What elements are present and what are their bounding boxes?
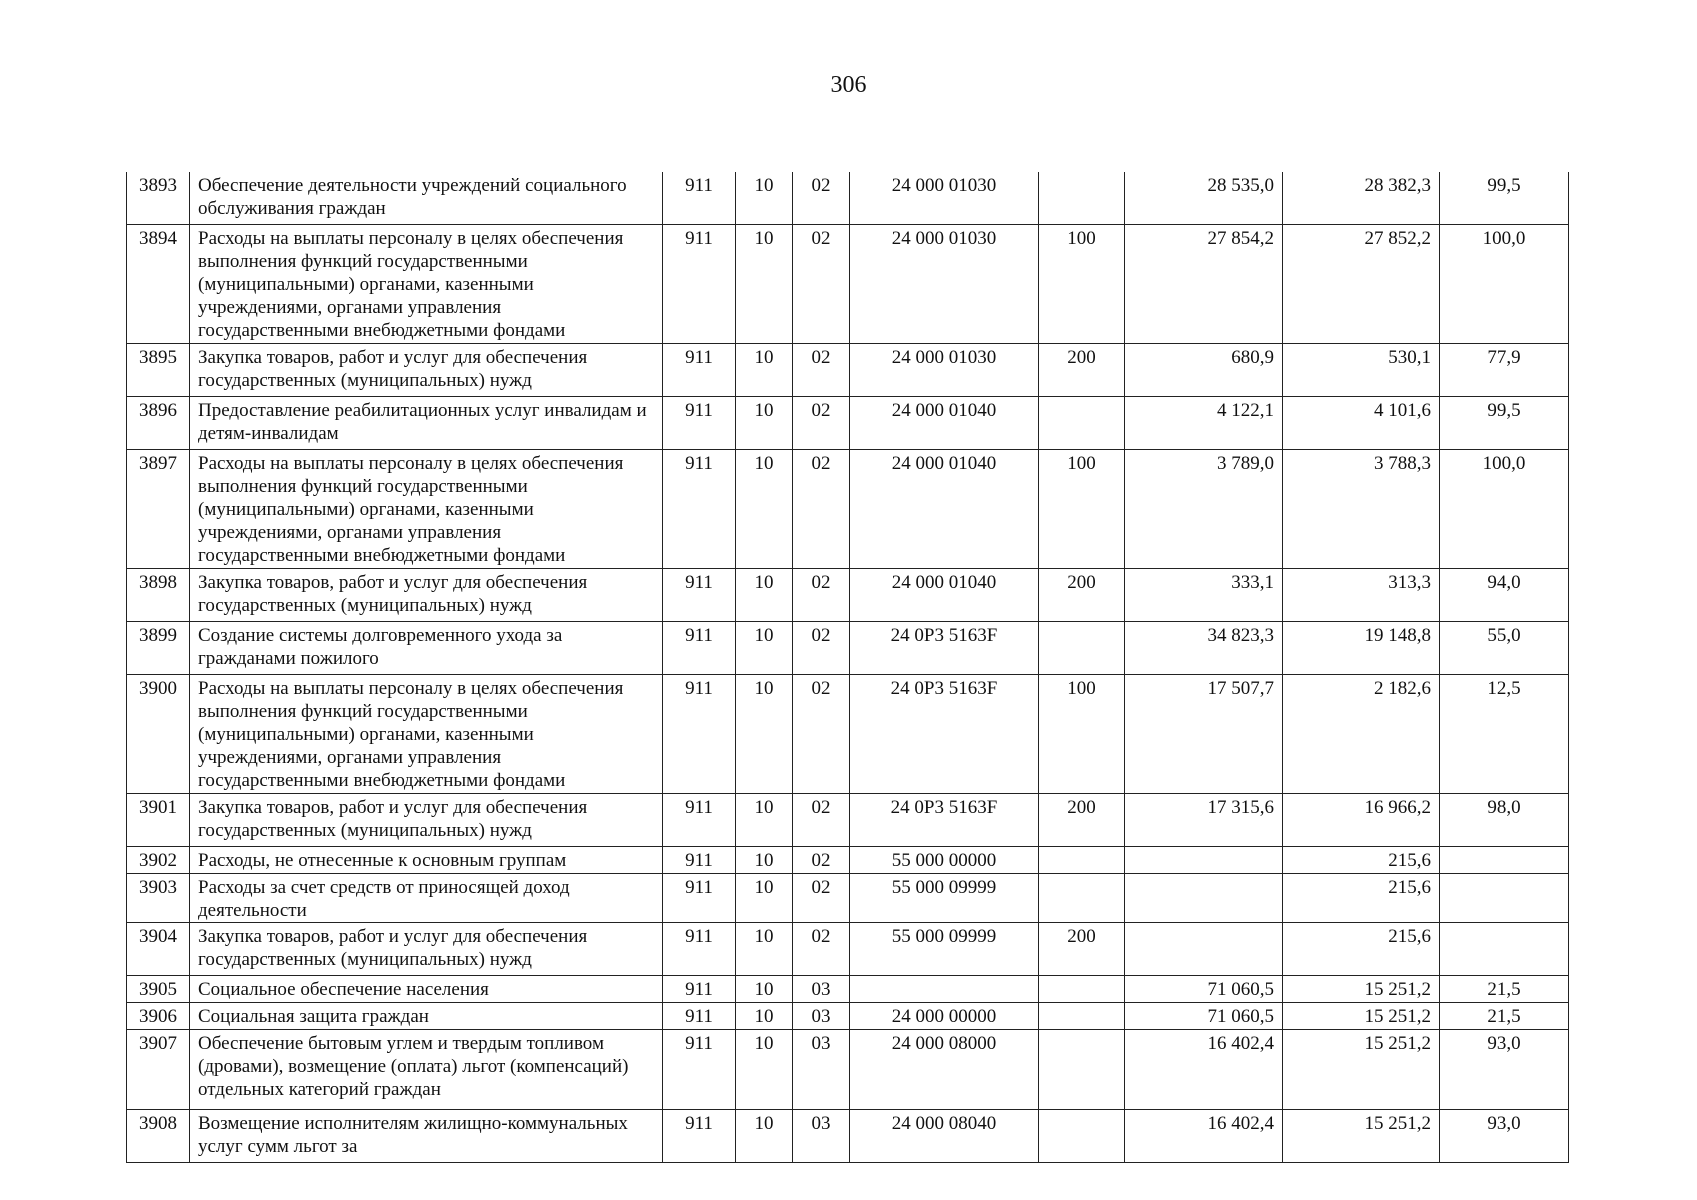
row-name: Расходы, не отнесенные к основным группам <box>190 847 663 874</box>
table-row <box>127 874 1569 923</box>
target-article-code: 24 000 08040 <box>850 1110 1039 1163</box>
row-number: 3905 <box>127 976 190 1003</box>
table-row <box>127 675 1569 794</box>
row-name: Предоставление реабилитационных услуг инвалидам и детям-инвалидам <box>190 397 663 450</box>
row-number: 3895 <box>127 344 190 397</box>
execution-percent: 98,0 <box>1440 794 1569 847</box>
expense-type-code: 100 <box>1039 675 1125 794</box>
section-code: 10 <box>736 225 793 344</box>
table-row <box>127 794 1569 847</box>
ved-code: 911 <box>663 874 736 923</box>
ved-code: 911 <box>663 1003 736 1030</box>
expense-type-code <box>1039 976 1125 1003</box>
subsection-code: 03 <box>793 1110 850 1163</box>
execution-percent: 93,0 <box>1440 1110 1569 1163</box>
actual-amount: 3 788,3 <box>1283 450 1440 569</box>
row-name: Закупка товаров, работ и услуг для обеспечения государственных (муниципальных) нужд <box>190 794 663 847</box>
row-name: Закупка товаров, работ и услуг для обеспечения государственных (муниципальных) нужд <box>190 569 663 622</box>
expense-type-code: 200 <box>1039 794 1125 847</box>
row-number: 3902 <box>127 847 190 874</box>
ved-code: 911 <box>663 225 736 344</box>
expense-type-code <box>1039 1110 1125 1163</box>
subsection-code: 03 <box>793 1003 850 1030</box>
ved-code: 911 <box>663 622 736 675</box>
actual-amount: 15 251,2 <box>1283 1030 1440 1110</box>
table-row <box>127 847 1569 874</box>
expense-type-code <box>1039 172 1125 225</box>
row-name: Расходы на выплаты персоналу в целях обеспечения выполнения функций государственными (муниципальными) органами, казенными учреждениями, органами управления государственными внебюджетными фондами <box>190 450 663 569</box>
row-number: 3898 <box>127 569 190 622</box>
section-code: 10 <box>736 1030 793 1110</box>
expense-type-code <box>1039 847 1125 874</box>
row-number: 3901 <box>127 794 190 847</box>
row-number: 3893 <box>127 172 190 225</box>
target-article-code: 55 000 09999 <box>850 923 1039 976</box>
target-article-code: 24 0P3 5163F <box>850 622 1039 675</box>
planned-amount: 16 402,4 <box>1125 1030 1283 1110</box>
expense-type-code: 100 <box>1039 450 1125 569</box>
ved-code: 911 <box>663 344 736 397</box>
target-article-code: 24 000 01030 <box>850 225 1039 344</box>
target-article-code: 24 000 00000 <box>850 1003 1039 1030</box>
subsection-code: 02 <box>793 794 850 847</box>
row-number: 3907 <box>127 1030 190 1110</box>
expense-type-code: 100 <box>1039 225 1125 344</box>
table-row <box>127 622 1569 675</box>
target-article-code: 55 000 00000 <box>850 847 1039 874</box>
actual-amount: 2 182,6 <box>1283 675 1440 794</box>
section-code: 10 <box>736 675 793 794</box>
planned-amount: 16 402,4 <box>1125 1110 1283 1163</box>
target-article-code <box>850 976 1039 1003</box>
execution-percent: 99,5 <box>1440 172 1569 225</box>
planned-amount <box>1125 923 1283 976</box>
budget-table <box>126 172 1569 1163</box>
section-code: 10 <box>736 569 793 622</box>
row-number: 3897 <box>127 450 190 569</box>
section-code: 10 <box>736 1110 793 1163</box>
table-row <box>127 976 1569 1003</box>
subsection-code: 02 <box>793 225 850 344</box>
section-code: 10 <box>736 397 793 450</box>
row-name: Социальное обеспечение населения <box>190 976 663 1003</box>
planned-amount: 680,9 <box>1125 344 1283 397</box>
row-name: Возмещение исполнителям жилищно-коммунальных услуг сумм льгот за <box>190 1110 663 1163</box>
planned-amount: 3 789,0 <box>1125 450 1283 569</box>
target-article-code: 24 000 01040 <box>850 397 1039 450</box>
subsection-code: 02 <box>793 675 850 794</box>
row-name: Обеспечение деятельности учреждений социального обслуживания граждан <box>190 172 663 225</box>
actual-amount: 215,6 <box>1283 874 1440 923</box>
row-number: 3899 <box>127 622 190 675</box>
subsection-code: 02 <box>793 172 850 225</box>
planned-amount: 71 060,5 <box>1125 1003 1283 1030</box>
planned-amount <box>1125 847 1283 874</box>
table-row <box>127 450 1569 569</box>
expense-type-code: 200 <box>1039 569 1125 622</box>
actual-amount: 15 251,2 <box>1283 976 1440 1003</box>
actual-amount: 15 251,2 <box>1283 1003 1440 1030</box>
execution-percent <box>1440 923 1569 976</box>
expense-type-code: 200 <box>1039 344 1125 397</box>
execution-percent <box>1440 847 1569 874</box>
execution-percent: 12,5 <box>1440 675 1569 794</box>
section-code: 10 <box>736 622 793 675</box>
subsection-code: 02 <box>793 397 850 450</box>
subsection-code: 02 <box>793 923 850 976</box>
row-number: 3903 <box>127 874 190 923</box>
section-code: 10 <box>736 923 793 976</box>
subsection-code: 02 <box>793 874 850 923</box>
ved-code: 911 <box>663 569 736 622</box>
ved-code: 911 <box>663 1110 736 1163</box>
execution-percent: 100,0 <box>1440 225 1569 344</box>
row-name: Расходы на выплаты персоналу в целях обеспечения выполнения функций государственными (муниципальными) органами, казенными учреждениями, органами управления государственными внебюджетными фондами <box>190 225 663 344</box>
subsection-code: 02 <box>793 622 850 675</box>
execution-percent <box>1440 874 1569 923</box>
actual-amount: 215,6 <box>1283 847 1440 874</box>
planned-amount: 28 535,0 <box>1125 172 1283 225</box>
planned-amount: 27 854,2 <box>1125 225 1283 344</box>
actual-amount: 27 852,2 <box>1283 225 1440 344</box>
row-name: Закупка товаров, работ и услуг для обеспечения государственных (муниципальных) нужд <box>190 923 663 976</box>
ved-code: 911 <box>663 1030 736 1110</box>
ved-code: 911 <box>663 794 736 847</box>
row-name: Расходы за счет средств от приносящей доход деятельности <box>190 874 663 923</box>
target-article-code: 24 000 01040 <box>850 569 1039 622</box>
table-row <box>127 397 1569 450</box>
expense-type-code: 200 <box>1039 923 1125 976</box>
planned-amount: 17 507,7 <box>1125 675 1283 794</box>
row-name: Обеспечение бытовым углем и твердым топливом (дровами), возмещение (оплата) льгот (компенсаций) отдельных категорий граждан <box>190 1030 663 1110</box>
section-code: 10 <box>736 172 793 225</box>
target-article-code: 24 0P3 5163F <box>850 675 1039 794</box>
actual-amount: 28 382,3 <box>1283 172 1440 225</box>
ved-code: 911 <box>663 847 736 874</box>
table-row <box>127 1110 1569 1163</box>
section-code: 10 <box>736 847 793 874</box>
execution-percent: 55,0 <box>1440 622 1569 675</box>
ved-code: 911 <box>663 675 736 794</box>
ved-code: 911 <box>663 397 736 450</box>
page-number: 306 <box>830 72 867 98</box>
ved-code: 911 <box>663 172 736 225</box>
target-article-code: 24 000 01030 <box>850 172 1039 225</box>
ved-code: 911 <box>663 976 736 1003</box>
section-code: 10 <box>736 976 793 1003</box>
row-name: Создание системы долговременного ухода за гражданами пожилого <box>190 622 663 675</box>
actual-amount: 15 251,2 <box>1283 1110 1440 1163</box>
section-code: 10 <box>736 874 793 923</box>
execution-percent: 21,5 <box>1440 976 1569 1003</box>
table-row <box>127 344 1569 397</box>
expense-type-code <box>1039 397 1125 450</box>
planned-amount <box>1125 874 1283 923</box>
execution-percent: 100,0 <box>1440 450 1569 569</box>
ved-code: 911 <box>663 450 736 569</box>
table-row <box>127 923 1569 976</box>
ved-code: 911 <box>663 923 736 976</box>
execution-percent: 94,0 <box>1440 569 1569 622</box>
execution-percent: 21,5 <box>1440 1003 1569 1030</box>
actual-amount: 215,6 <box>1283 923 1440 976</box>
actual-amount: 313,3 <box>1283 569 1440 622</box>
subsection-code: 02 <box>793 450 850 569</box>
planned-amount: 71 060,5 <box>1125 976 1283 1003</box>
target-article-code: 24 000 01040 <box>850 450 1039 569</box>
subsection-code: 02 <box>793 569 850 622</box>
target-article-code: 24 000 01030 <box>850 344 1039 397</box>
section-code: 10 <box>736 794 793 847</box>
row-number: 3906 <box>127 1003 190 1030</box>
expense-type-code <box>1039 1030 1125 1110</box>
target-article-code: 55 000 09999 <box>850 874 1039 923</box>
table-row <box>127 569 1569 622</box>
row-number: 3904 <box>127 923 190 976</box>
row-number: 3908 <box>127 1110 190 1163</box>
row-name: Закупка товаров, работ и услуг для обеспечения государственных (муниципальных) нужд <box>190 344 663 397</box>
table-row <box>127 172 1569 225</box>
planned-amount: 333,1 <box>1125 569 1283 622</box>
planned-amount: 17 315,6 <box>1125 794 1283 847</box>
row-number: 3896 <box>127 397 190 450</box>
subsection-code: 03 <box>793 976 850 1003</box>
subsection-code: 02 <box>793 847 850 874</box>
section-code: 10 <box>736 344 793 397</box>
actual-amount: 4 101,6 <box>1283 397 1440 450</box>
subsection-code: 02 <box>793 344 850 397</box>
subsection-code: 03 <box>793 1030 850 1110</box>
table-row <box>127 1030 1569 1110</box>
expense-type-code <box>1039 622 1125 675</box>
planned-amount: 4 122,1 <box>1125 397 1283 450</box>
actual-amount: 16 966,2 <box>1283 794 1440 847</box>
section-code: 10 <box>736 450 793 569</box>
row-name: Социальная защита граждан <box>190 1003 663 1030</box>
section-code: 10 <box>736 1003 793 1030</box>
actual-amount: 19 148,8 <box>1283 622 1440 675</box>
expense-type-code <box>1039 1003 1125 1030</box>
execution-percent: 77,9 <box>1440 344 1569 397</box>
row-name: Расходы на выплаты персоналу в целях обеспечения выполнения функций государственными (муниципальными) органами, казенными учреждениями, органами управления государственными внебюджетными фондами <box>190 675 663 794</box>
execution-percent: 99,5 <box>1440 397 1569 450</box>
table-row <box>127 1003 1569 1030</box>
row-number: 3900 <box>127 675 190 794</box>
planned-amount: 34 823,3 <box>1125 622 1283 675</box>
target-article-code: 24 0P3 5163F <box>850 794 1039 847</box>
table-row <box>127 225 1569 344</box>
row-number: 3894 <box>127 225 190 344</box>
target-article-code: 24 000 08000 <box>850 1030 1039 1110</box>
execution-percent: 93,0 <box>1440 1030 1569 1110</box>
actual-amount: 530,1 <box>1283 344 1440 397</box>
expense-type-code <box>1039 874 1125 923</box>
